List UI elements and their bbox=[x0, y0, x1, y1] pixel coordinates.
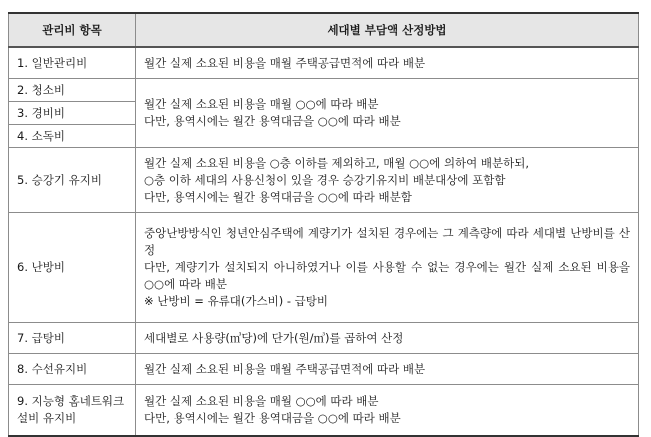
table-row bbox=[9, 385, 639, 437]
method-line: 다만, 용역시에는 월간 용역대금을 ○○에 따라 배분 bbox=[144, 114, 401, 128]
header-item: 관리비 항목 bbox=[9, 13, 136, 47]
method-cell bbox=[136, 354, 639, 385]
table-row bbox=[9, 354, 639, 385]
method-line: 월간 실제 소요된 비용을 매월 주택공급면적에 따라 배분 bbox=[144, 361, 426, 376]
method-cell bbox=[136, 47, 639, 79]
header-method: 세대별 부담액 산정방법 bbox=[136, 13, 639, 47]
method-line: ○층 이하 세대의 사용신청이 있을 경우 승강기유지비 배분대상에 포함함 bbox=[144, 172, 506, 187]
method-line: 월간 실제 소요된 비용을 매월 주택공급면적에 따라 배분 bbox=[144, 55, 426, 70]
item-cell: 5. 승강기 유지비 bbox=[9, 148, 136, 213]
method-line: 월간 실제 소요된 비용을 매월 ○○에 따라 배분 bbox=[144, 394, 379, 408]
method-cell bbox=[136, 385, 639, 437]
method-paragraph: 다만, 계량기가 설치되지 아니하였거나 이를 사용할 수 없는 경우에는 월간 실제 소요된 비용을 ○○에 따라 배분 bbox=[144, 260, 630, 291]
table-header-row bbox=[9, 13, 639, 47]
item-cell: 1. 일반관리비 bbox=[9, 47, 136, 79]
method-line: 월간 실제 소요된 비용을 ○층 이하를 제외하고, 매월 ○○에 의하여 배분하되, bbox=[144, 155, 530, 170]
method-cell bbox=[136, 148, 639, 213]
table-row bbox=[9, 148, 639, 213]
management-fee-table bbox=[8, 12, 639, 437]
item-cell: 4. 소독비 bbox=[9, 125, 136, 148]
item-cell: 8. 수선유지비 bbox=[9, 354, 136, 385]
table-row bbox=[9, 323, 639, 354]
method-cell bbox=[136, 323, 639, 354]
method-cell bbox=[136, 213, 639, 323]
method-line: 월간 실제 소요된 비용을 매월 ○○에 따라 배분 bbox=[144, 97, 379, 111]
method-note: ※ 난방비 = 유류대(가스비) - 급탕비 bbox=[144, 294, 328, 308]
method-line: 다만, 용역시에는 월간 용역대금을 ○○에 따라 배분 bbox=[144, 411, 401, 425]
table-row bbox=[9, 79, 639, 102]
method-paragraph: 중앙난방방식인 청년안심주택에 계량기가 설치된 경우에는 그 계측량에 따라 세대별 난방비를 산정 bbox=[144, 226, 630, 257]
item-cell: 7. 급탕비 bbox=[9, 323, 136, 354]
item-cell: 3. 경비비 bbox=[9, 102, 136, 125]
table-row bbox=[9, 213, 639, 323]
method-line: 다만, 용역시에는 월간 용역대금을 ○○에 따라 배분함 bbox=[144, 189, 412, 204]
item-cell: 2. 청소비 bbox=[9, 79, 136, 102]
method-cell-shared bbox=[136, 79, 639, 148]
item-cell: 9. 지능형 홈네트워크 설비 유지비 bbox=[9, 385, 136, 437]
item-cell: 6. 난방비 bbox=[9, 213, 136, 323]
table-row bbox=[9, 47, 639, 79]
method-line: 세대별로 사용량(㎥당)에 단가(원/㎥)를 곱하여 산정 bbox=[144, 330, 404, 345]
